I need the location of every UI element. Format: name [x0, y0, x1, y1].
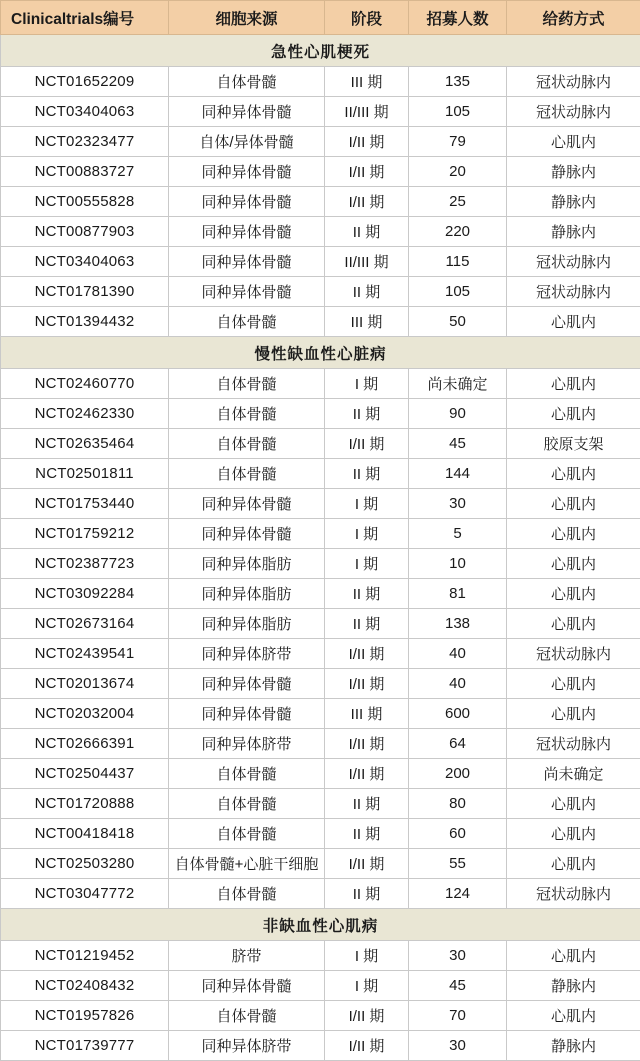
cell-delivery-route: 冠状动脉内: [507, 879, 640, 909]
table-row: [1, 369, 640, 399]
section-title: 慢性缺血性心脏病: [1, 337, 640, 369]
table-row: [1, 609, 640, 639]
cell-phase: I/II 期: [325, 1031, 409, 1061]
cell-trial-id: NCT02439541: [1, 639, 169, 669]
cell-phase: II 期: [325, 459, 409, 489]
cell-delivery-route: 心肌内: [507, 609, 640, 639]
cell-enrollment: 105: [409, 277, 507, 307]
cell-delivery-route: 心肌内: [507, 789, 640, 819]
table-row: [1, 399, 640, 429]
cell-phase: I/II 期: [325, 729, 409, 759]
cell-delivery-route: 心肌内: [507, 849, 640, 879]
cell-trial-id: NCT01720888: [1, 789, 169, 819]
cell-delivery-route: 心肌内: [507, 1001, 640, 1031]
cell-delivery-route: 冠状动脉内: [507, 729, 640, 759]
cell-phase: I 期: [325, 549, 409, 579]
cell-enrollment: 10: [409, 549, 507, 579]
table-row: [1, 699, 640, 729]
cell-delivery-route: 冠状动脉内: [507, 247, 640, 277]
cell-source: 自体骨髓: [169, 459, 325, 489]
table-row: [1, 519, 640, 549]
cell-trial-id: NCT00555828: [1, 187, 169, 217]
table-row: [1, 459, 640, 489]
cell-source: 自体骨髓: [169, 1001, 325, 1031]
cell-enrollment: 138: [409, 609, 507, 639]
table-row: [1, 307, 640, 337]
cell-source: 同种异体脐带: [169, 729, 325, 759]
cell-source: 同种异体骨髓: [169, 217, 325, 247]
cell-phase: II 期: [325, 819, 409, 849]
cell-delivery-route: 静脉内: [507, 971, 640, 1001]
cell-source: 同种异体骨髓: [169, 247, 325, 277]
table-row: [1, 187, 640, 217]
cell-enrollment: 45: [409, 971, 507, 1001]
cell-source: 自体骨髓: [169, 369, 325, 399]
table-row: [1, 759, 640, 789]
column-header-enrollment: 招募人数: [409, 1, 507, 35]
table-body: [1, 35, 640, 1061]
table-row: [1, 277, 640, 307]
cell-trial-id: NCT02666391: [1, 729, 169, 759]
cell-source: 自体/异体骨髓: [169, 127, 325, 157]
column-header-cell-source: 细胞来源: [169, 1, 325, 35]
cell-phase: I/II 期: [325, 429, 409, 459]
cell-source: 自体骨髓: [169, 759, 325, 789]
cell-trial-id: NCT03404063: [1, 247, 169, 277]
cell-phase: II/III 期: [325, 97, 409, 127]
column-header-delivery-route: 给药方式: [507, 1, 640, 35]
cell-phase: II 期: [325, 217, 409, 247]
section-title: 急性心肌梗死: [1, 35, 640, 67]
cell-source: 同种异体脂肪: [169, 549, 325, 579]
cell-enrollment: 尚未确定: [409, 369, 507, 399]
table-row: [1, 157, 640, 187]
cell-enrollment: 600: [409, 699, 507, 729]
table-row: [1, 941, 640, 971]
cell-trial-id: NCT02635464: [1, 429, 169, 459]
cell-trial-id: NCT02387723: [1, 549, 169, 579]
table-row: [1, 819, 640, 849]
cell-trial-id: NCT01759212: [1, 519, 169, 549]
cell-trial-id: NCT01394432: [1, 307, 169, 337]
cell-phase: I/II 期: [325, 157, 409, 187]
cell-phase: I 期: [325, 369, 409, 399]
cell-phase: I/II 期: [325, 849, 409, 879]
cell-delivery-route: 心肌内: [507, 369, 640, 399]
cell-phase: II/III 期: [325, 247, 409, 277]
cell-source: 同种异体骨髓: [169, 157, 325, 187]
cell-delivery-route: 静脉内: [507, 157, 640, 187]
cell-source: 脐带: [169, 941, 325, 971]
cell-trial-id: NCT02323477: [1, 127, 169, 157]
cell-enrollment: 220: [409, 217, 507, 247]
column-header-trial-id: Clinicaltrials编号: [1, 1, 169, 35]
cell-enrollment: 105: [409, 97, 507, 127]
table-header: [1, 1, 640, 35]
cell-phase: I/II 期: [325, 1001, 409, 1031]
cell-source: 自体骨髓: [169, 789, 325, 819]
cell-phase: III 期: [325, 67, 409, 97]
table-row: [1, 789, 640, 819]
cell-phase: II 期: [325, 879, 409, 909]
cell-phase: I 期: [325, 519, 409, 549]
cell-trial-id: NCT03092284: [1, 579, 169, 609]
cell-phase: III 期: [325, 699, 409, 729]
cell-source: 自体骨髓: [169, 399, 325, 429]
cell-trial-id: NCT02673164: [1, 609, 169, 639]
cell-enrollment: 124: [409, 879, 507, 909]
cell-trial-id: NCT01739777: [1, 1031, 169, 1061]
cell-enrollment: 80: [409, 789, 507, 819]
cell-phase: I/II 期: [325, 187, 409, 217]
cell-source: 同种异体骨髓: [169, 187, 325, 217]
cell-enrollment: 20: [409, 157, 507, 187]
table-row: [1, 247, 640, 277]
cell-source: 同种异体脐带: [169, 639, 325, 669]
cell-source: 同种异体骨髓: [169, 489, 325, 519]
cell-trial-id: NCT00877903: [1, 217, 169, 247]
cell-enrollment: 5: [409, 519, 507, 549]
cell-delivery-route: 心肌内: [507, 579, 640, 609]
cell-enrollment: 81: [409, 579, 507, 609]
cell-phase: I/II 期: [325, 639, 409, 669]
cell-enrollment: 79: [409, 127, 507, 157]
cell-trial-id: NCT02032004: [1, 699, 169, 729]
cell-source: 自体骨髓: [169, 67, 325, 97]
cell-trial-id: NCT02462330: [1, 399, 169, 429]
table-row: [1, 849, 640, 879]
table-row: [1, 217, 640, 247]
cell-enrollment: 144: [409, 459, 507, 489]
cell-delivery-route: 静脉内: [507, 217, 640, 247]
table-row: [1, 579, 640, 609]
table-row: [1, 489, 640, 519]
cell-source: 同种异体骨髓: [169, 971, 325, 1001]
cell-delivery-route: 心肌内: [507, 489, 640, 519]
cell-delivery-route: 心肌内: [507, 669, 640, 699]
cell-delivery-route: 心肌内: [507, 519, 640, 549]
cell-delivery-route: 心肌内: [507, 307, 640, 337]
table-row: [1, 1001, 640, 1031]
table-row: [1, 1031, 640, 1061]
table-row: [1, 67, 640, 97]
cell-phase: I 期: [325, 971, 409, 1001]
cell-phase: II 期: [325, 579, 409, 609]
cell-source: 自体骨髓: [169, 879, 325, 909]
cell-enrollment: 200: [409, 759, 507, 789]
cell-enrollment: 30: [409, 1031, 507, 1061]
cell-source: 同种异体骨髓: [169, 669, 325, 699]
cell-delivery-route: 胶原支架: [507, 429, 640, 459]
cell-trial-id: NCT02460770: [1, 369, 169, 399]
cell-enrollment: 45: [409, 429, 507, 459]
cell-phase: I/II 期: [325, 127, 409, 157]
cell-trial-id: NCT00883727: [1, 157, 169, 187]
cell-enrollment: 40: [409, 639, 507, 669]
cell-source: 同种异体脂肪: [169, 609, 325, 639]
table-row: [1, 127, 640, 157]
cell-trial-id: NCT02503280: [1, 849, 169, 879]
table-row: [1, 729, 640, 759]
cell-delivery-route: 冠状动脉内: [507, 639, 640, 669]
cell-trial-id: NCT02408432: [1, 971, 169, 1001]
cell-phase: II 期: [325, 609, 409, 639]
cell-source: 同种异体骨髓: [169, 277, 325, 307]
cell-phase: I 期: [325, 941, 409, 971]
cell-phase: II 期: [325, 789, 409, 819]
cell-delivery-route: 冠状动脉内: [507, 277, 640, 307]
cell-phase: I 期: [325, 489, 409, 519]
cell-delivery-route: 心肌内: [507, 399, 640, 429]
cell-trial-id: NCT01219452: [1, 941, 169, 971]
cell-delivery-route: 心肌内: [507, 549, 640, 579]
cell-delivery-route: 心肌内: [507, 941, 640, 971]
table-row: [1, 549, 640, 579]
cell-delivery-route: 尚未确定: [507, 759, 640, 789]
cell-trial-id: NCT03404063: [1, 97, 169, 127]
cell-trial-id: NCT01781390: [1, 277, 169, 307]
section-header-row: [1, 909, 640, 941]
cell-enrollment: 64: [409, 729, 507, 759]
table-row: [1, 429, 640, 459]
cell-delivery-route: 冠状动脉内: [507, 67, 640, 97]
cell-source: 同种异体骨髓: [169, 699, 325, 729]
cell-trial-id: NCT00418418: [1, 819, 169, 849]
cell-delivery-route: 冠状动脉内: [507, 97, 640, 127]
cell-enrollment: 60: [409, 819, 507, 849]
column-header-phase: 阶段: [325, 1, 409, 35]
cell-source: 自体骨髓+心脏干细胞: [169, 849, 325, 879]
cell-source: 同种异体骨髓: [169, 97, 325, 127]
cell-delivery-route: 心肌内: [507, 699, 640, 729]
cell-trial-id: NCT02504437: [1, 759, 169, 789]
table-row: [1, 669, 640, 699]
cell-source: 同种异体脐带: [169, 1031, 325, 1061]
cell-trial-id: NCT01957826: [1, 1001, 169, 1031]
cell-enrollment: 30: [409, 489, 507, 519]
table-row: [1, 971, 640, 1001]
table-row: [1, 97, 640, 127]
cell-enrollment: 70: [409, 1001, 507, 1031]
cell-trial-id: NCT01753440: [1, 489, 169, 519]
cell-source: 自体骨髓: [169, 429, 325, 459]
header-row: [1, 1, 640, 35]
cell-phase: II 期: [325, 277, 409, 307]
table-row: [1, 639, 640, 669]
cell-delivery-route: 静脉内: [507, 1031, 640, 1061]
cell-enrollment: 25: [409, 187, 507, 217]
cell-trial-id: NCT02013674: [1, 669, 169, 699]
cell-enrollment: 55: [409, 849, 507, 879]
cell-delivery-route: 心肌内: [507, 819, 640, 849]
section-title: 非缺血性心肌病: [1, 909, 640, 941]
cell-phase: II 期: [325, 399, 409, 429]
cell-source: 自体骨髓: [169, 819, 325, 849]
cell-delivery-route: 心肌内: [507, 127, 640, 157]
cell-enrollment: 90: [409, 399, 507, 429]
cell-source: 同种异体骨髓: [169, 519, 325, 549]
cell-phase: I/II 期: [325, 759, 409, 789]
cell-trial-id: NCT03047772: [1, 879, 169, 909]
cell-phase: I/II 期: [325, 669, 409, 699]
section-header-row: [1, 35, 640, 67]
cell-enrollment: 115: [409, 247, 507, 277]
cell-source: 同种异体脂肪: [169, 579, 325, 609]
cell-phase: III 期: [325, 307, 409, 337]
cell-source: 自体骨髓: [169, 307, 325, 337]
cell-enrollment: 40: [409, 669, 507, 699]
cell-delivery-route: 静脉内: [507, 187, 640, 217]
cell-enrollment: 135: [409, 67, 507, 97]
cell-trial-id: NCT02501811: [1, 459, 169, 489]
table-row: [1, 879, 640, 909]
cell-enrollment: 50: [409, 307, 507, 337]
section-header-row: [1, 337, 640, 369]
cell-delivery-route: 心肌内: [507, 459, 640, 489]
cell-trial-id: NCT01652209: [1, 67, 169, 97]
cell-enrollment: 30: [409, 941, 507, 971]
